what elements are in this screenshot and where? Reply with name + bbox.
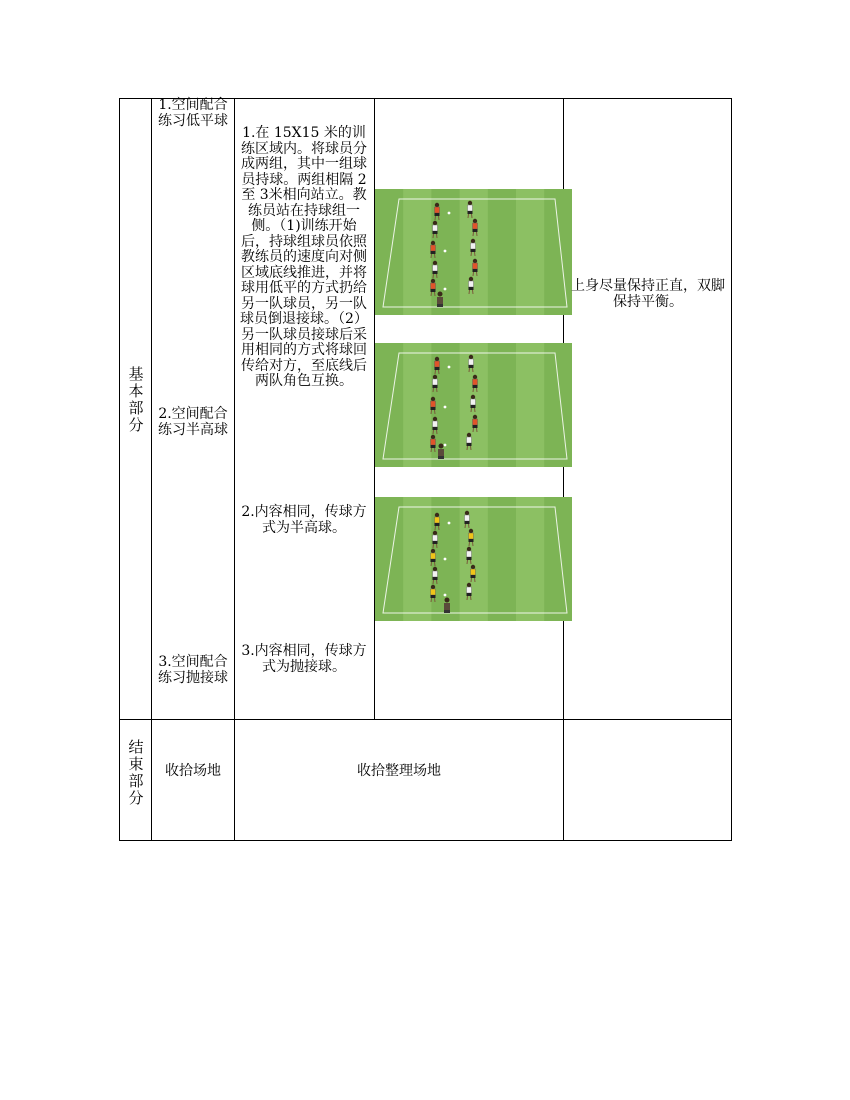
section-basic-label: 基本部分 — [128, 365, 144, 434]
drill-name-2: 2.空间配合练习半高球 — [158, 406, 228, 438]
table-col-line-1 — [151, 98, 152, 841]
coach-figure — [438, 444, 444, 460]
field-diagram-1 — [375, 189, 572, 315]
ball-4 — [444, 594, 447, 597]
ball-2 — [444, 558, 447, 561]
ball-2 — [444, 250, 447, 253]
table-col-line-5 — [731, 98, 732, 841]
section-ending-label: 结束部分 — [128, 738, 144, 807]
ball-0 — [448, 522, 451, 525]
field-diagram-3 — [375, 497, 572, 621]
drill-content-2: 2.内容相同，传球方式为半高球。 — [241, 504, 367, 536]
ball-4 — [444, 444, 447, 447]
ending-drill-text: 收拾场地 — [165, 763, 221, 779]
coach-figure — [444, 598, 450, 614]
table-border-bottom — [119, 840, 732, 841]
field-diagram-2 — [375, 343, 572, 467]
ball-4 — [444, 288, 447, 291]
ball-0 — [448, 366, 451, 369]
table-border-mid — [119, 719, 732, 720]
ending-content-text: 收拾整理场地 — [357, 763, 441, 779]
table-col-line-2 — [234, 98, 235, 841]
table-col-line-0 — [119, 98, 120, 841]
ball-0 — [448, 212, 451, 215]
coach-figure — [437, 292, 443, 308]
drill-content-3: 3.内容相同，传球方式为抛接球。 — [241, 643, 367, 675]
ball-2 — [444, 406, 447, 409]
drill-name-1: 1.空间配合练习低平球 — [158, 97, 228, 129]
requirement-text: 上身尽量保持正直，双脚保持平衡。 — [571, 278, 725, 310]
drill-name-3: 3.空间配合练习抛接球 — [158, 654, 228, 686]
drill-content-1: 1.在 15X15 米的训练区域内。将球员分成两组，其中一组球员持球。两组相隔 2至 3米相向站立。教练员站在持球组一侧。（1)训练开始后，持球组球员依照教练员的速度向对侧区域底线推进，并将球用低平的方式扔给另一队球员，另一队球员倒退接球。（2）另一队球员接球后采用相同的方式将球回传给对方，至底线后两队角色互换。 — [240, 125, 368, 389]
